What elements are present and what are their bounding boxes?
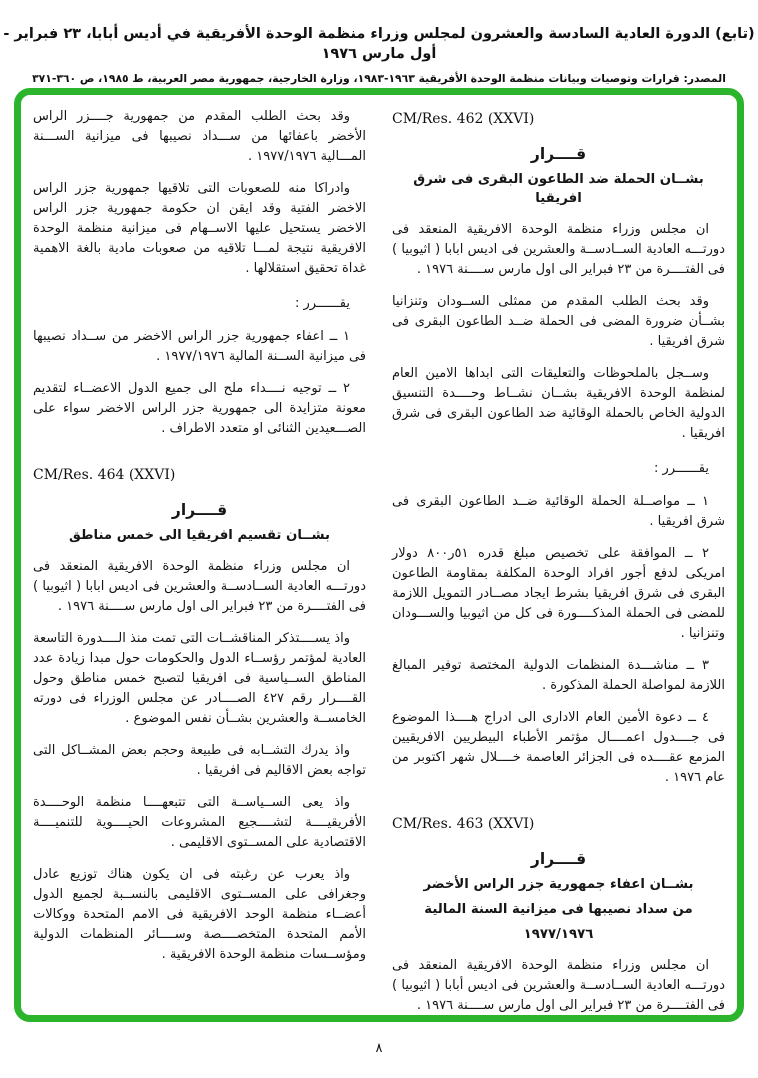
column-right: [392, 95, 725, 1015]
green-border-frame: [14, 88, 744, 1022]
resolution-subject-462: بشــان الحملة ضد الطاعون البقرى فى شرق افريقيا: [413, 172, 704, 206]
resolution-number-463: CM/Res. 463 (XXVI): [392, 816, 535, 832]
paragraph: ان مجلس وزراء منظمة الوحدة الافريقية المنعقد فى دورتـــه العادية الســادســة والعشرين فى اديس ابابا ( اثيوبيا ) فى الفتــــرة من ٢٣ فبراير الى اول مارس ســــنة ١٩٧٦ .: [33, 559, 366, 614]
resolution-subject-463-line1: بشــان اعفاء جمهورية جزر الراس الأخضر: [423, 877, 694, 892]
decides-label: يقــــــرر :: [294, 296, 350, 311]
decides-label: يقــــــرر :: [653, 461, 709, 476]
paragraph: وادراكا منه للصعوبات التى تلاقيها جمهورية جزر الراس الاخضر الفتية وقد ايقن ان حكومة جمهورية جزر الراس الاخضر يستحيل عليها الاســهام فى ميزانية منظمة الوحدة الافريقية نتيجة لمـــا تلاقيه من صعوبات مادية بالغة الاهمية غداة تحقيق استقلالها .: [33, 181, 366, 276]
resolution-number-464: CM/Res. 464 (XXVI): [33, 467, 176, 483]
resolution-heading: قــــرار: [530, 145, 587, 163]
numbered-item-1: ١ ــ اعفاء جمهورية جزر الراس الاخضر من ســداد نصيبها فى ميزانية الســنة المالية ١٩٧٧/١٩٧٦ .: [33, 329, 366, 364]
page-header: [0, 0, 758, 85]
resolution-subject-464: بشــان تقسيم افريقيا الى خمس مناطق: [68, 528, 331, 543]
numbered-item-2: ٢ ــ توجيه نــــداء ملح الى جميع الدول الاعضــاء لتقديم معونة متزايدة الى جمهورية جزر الراس الاخضر سواء على الصـــعيدين الثنائى او متعدد الاطراف .: [33, 381, 366, 436]
resolution-heading: قــــرار: [530, 850, 587, 868]
header-source-line: المصدر: قرارات وتوصيات وبيانات منظمة الوحدة الأفريقية ١٩٦٣-١٩٨٣، وزارة الخارجية، جمهورية مصر العربية، ط ١٩٨٥، ص ٣٦٠-٣٧١: [32, 71, 726, 85]
numbered-item-4: ٤ ــ دعوة الأمين العام الادارى الى ادراج هــــذا الموضوع فى جــــدول اعمــــال مؤتمر الأطباء البيطريين الافريقيين المزمع عقــــده فى الجزائر العاصمة خــــلال شهر اكتوبر من عام ١٩٧٦ .: [392, 710, 725, 785]
paragraph: ان مجلس وزراء منظمة الوحدة الافريقية المنعقد فى دورتـــه العادية الســادســة والعشرين فى اديس ابابا ( اثيوبيا ) فى الفتــــرة من ٢٣ فبراير الى اول مارس ســــنة ١٩٧٦ .: [392, 222, 725, 277]
resolution-subject-463-line2: من سداد نصيبها فى ميزانية السنة المالية: [424, 902, 693, 917]
paragraph: واذ يعى الســياســة التى تتبعهــــا منظمة الوحــــدة الأفريقيــــة لتشــــجيع المشروعات الحيــــوية للتنميــــة الاقتصادية على المســتوى الاقليمى .: [33, 795, 366, 850]
two-column-layout: [33, 95, 725, 1015]
column-left: [33, 95, 366, 1015]
paragraph: ان مجلس وزراء منظمة الوحدة الافريقية المنعقد فى دورتـــه العادية الســادســة والعشرين فى اديس أبابا ( اثيوبيا ) فى الفتــــرة من ٢٣ فبراير الى اول مارس ســــنة ١٩٧٦ .: [392, 958, 725, 1013]
numbered-item-1: ١ ــ مواصــلة الحملة الوقائية ضــد الطاعون البقرى فى شرق افريقيا .: [392, 494, 725, 529]
header-session-title: (تابع) الدورة العادية السادسة والعشرون لمجلس وزراء منظمة الوحدة الأفريقية في أديس أبابا، ٢٣ فبراير - أول مارس ١٩٧٦: [3, 26, 755, 63]
paragraph: وســجل بالملحوظات والتعليقات التى ابداها الامين العام لمنظمة الوحدة الافريقية بشــان نشــاط وحــــدة التنسيق الدولية الخاص بالحملة الوقائية ضد الطاعون البقرى فى شرق افريقيا .: [392, 366, 725, 441]
resolution-subject-463-year: ١٩٧٧/١٩٧٦: [523, 927, 594, 942]
page-number: ٨: [375, 1041, 383, 1056]
resolution-heading: قــــرار: [171, 501, 228, 519]
paragraph: واذ يعرب عن رغبته فى ان يكون هناك توزيع عادل وجغرافى على المســتوى الاقليمى بالنســبة لجميع الدول أعضــاء منظمة الوحد الافريقية فى الامم المتحدة ووكالات الأمم المتحدة المتخصــــصة وســــائر المنظمات الدولية ومؤســسات منظمة الوحدة الافريقية .: [33, 867, 366, 962]
paragraph: واذ يدرك التشــابه فى طبيعة وحجم بعض المشــاكل التى تواجه بعض الاقاليم فى افريقيا .: [33, 743, 366, 778]
numbered-item-2: ٢ ــ الموافقة على تخصيص مبلغ قدره ٥١ر٨٠٠ دولار امريكى لدفع أجور افراد الوحدة المكلفة بمقاومة الطاعون البقرى فى شرق افريقيا بشرط ايجاد مصــادر التمويل اللازمة للمضى فى الحملة المذكــــورة فى كل من اثيوبيا والســـودان وتنزانيا .: [392, 546, 725, 641]
paragraph: وقد بحث الطلب المقدم من جمهورية جــــزر الراس الأخضر باعفائها من ســـداد نصيبها فى ميزانية الســـنة المـــالية ١٩٧٧/١٩٧٦ .: [33, 109, 366, 164]
resolution-number-462: CM/Res. 462 (XXVI): [392, 111, 535, 127]
numbered-item-3: ٣ ــ مناشـــدة المنظمات الدولية المختصة توفير المبالغ اللازمة لمواصلة الحملة المذكورة .: [392, 658, 725, 693]
paragraph: وقد بحث الطلب المقدم من ممثلى الســودان وتنزانيا بشــأن ضرورة المضى فى الحملة ضــد الطاعون البقرى فى شرق افريقيا .: [392, 294, 725, 349]
paragraph: واذ يســــتذكر المناقشــات التى تمت منذ الــــدورة التاسعة العادية لمؤتمر رؤســاء الدول والحكومات حول مبدا زيادة عدد المناطق الســياسية فى افريقيا لتصبح خمس مناطق وحول القــــرار رقم ٤٢٧ الصــــادر عن مجلس الوزراء فى دورته الخامســة والعشرين بشــأن نفس الموضوع .: [33, 631, 367, 726]
